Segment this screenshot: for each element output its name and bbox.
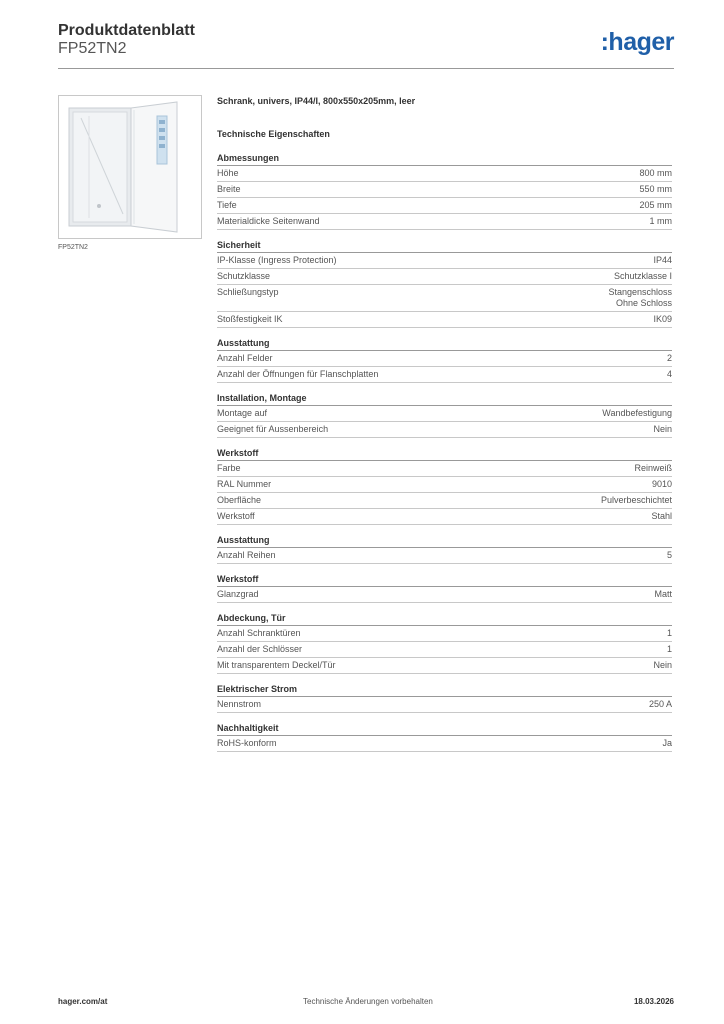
product-name: Schrank, univers, IP44/I, 800x550x205mm, leer (217, 96, 416, 106)
section-title: Sicherheit (217, 240, 672, 253)
property-value: 1 (666, 644, 672, 654)
property-row (217, 548, 672, 564)
product-code: FP52TN2 (58, 40, 127, 57)
product-image (58, 95, 202, 239)
property-row (217, 587, 672, 603)
section-title: Werkstoff (217, 448, 672, 461)
property-value: Wandbefestigung (602, 408, 672, 418)
property-value: 205 mm (639, 200, 672, 210)
property-value: Stahl (651, 511, 672, 521)
property-label: Farbe (217, 463, 241, 473)
property-label: Schließungstyp (217, 287, 279, 297)
property-row (217, 697, 672, 713)
property-section (217, 240, 672, 328)
property-section (217, 535, 672, 564)
property-row (217, 253, 672, 269)
property-label: Stoßfestigkeit IK (217, 314, 283, 324)
property-row (217, 642, 672, 658)
property-label: Höhe (217, 168, 239, 178)
property-row (217, 214, 672, 230)
property-label: Anzahl Reihen (217, 550, 276, 560)
property-value: 2 (666, 353, 672, 363)
property-label: RAL Nummer (217, 479, 272, 489)
property-label: IP-Klasse (Ingress Protection) (217, 255, 337, 265)
property-label: Oberfläche (217, 495, 262, 505)
section-title: Ausstattung (217, 535, 672, 548)
property-section (217, 574, 672, 603)
property-row (217, 461, 672, 477)
image-caption: FP52TN2 (58, 244, 88, 251)
technical-properties-title: Technische Eigenschaften (217, 129, 330, 139)
section-title: Elektrischer Strom (217, 684, 672, 697)
property-section (217, 448, 672, 525)
property-label: Anzahl der Schlösser (217, 644, 303, 654)
property-label: Materialdicke Seitenwand (217, 216, 320, 226)
property-row (217, 658, 672, 674)
property-label: Montage auf (217, 408, 268, 418)
section-title: Ausstattung (217, 338, 672, 351)
section-title: Nachhaltigkeit (217, 723, 672, 736)
property-row (217, 312, 672, 328)
property-value: 800 mm (639, 168, 672, 178)
property-label: Nennstrom (217, 699, 262, 709)
property-value: IK09 (653, 314, 672, 324)
property-value: Nein (653, 424, 672, 434)
property-section (217, 153, 672, 230)
property-value: 1 mm (649, 216, 672, 226)
section-title: Abmessungen (217, 153, 672, 166)
property-label: Anzahl Schranktüren (217, 628, 301, 638)
property-section (217, 338, 672, 383)
property-value: 550 mm (639, 184, 672, 194)
property-row (217, 182, 672, 198)
section-title: Installation, Montage (217, 393, 672, 406)
property-label: Mit transparentem Deckel/Tür (217, 660, 336, 670)
cabinet-image (59, 96, 201, 238)
property-value: 4 (666, 369, 672, 379)
section-title: Abdeckung, Tür (217, 613, 672, 626)
property-value: Schutzklasse I (613, 271, 672, 281)
property-label: Breite (217, 184, 241, 194)
property-label: Tiefe (217, 200, 237, 210)
page-header (58, 22, 674, 70)
footer-website: hager.com/at (58, 997, 108, 1006)
property-row (217, 477, 672, 493)
property-row (217, 406, 672, 422)
property-value: Matt (654, 589, 672, 599)
property-value: 5 (666, 550, 672, 560)
property-value: Nein (653, 660, 672, 670)
footer-date: 18.03.2026 (633, 997, 674, 1006)
property-label: Schutzklasse (217, 271, 271, 281)
product-details (217, 96, 672, 752)
property-label: Glanzgrad (217, 589, 259, 599)
property-label: Anzahl der Öffnungen für Flanschplatten (217, 369, 379, 379)
property-row (217, 493, 672, 509)
property-section (217, 393, 672, 438)
property-row (217, 351, 672, 367)
property-value: 1 (666, 628, 672, 638)
property-section (217, 684, 672, 713)
property-value: IP44 (653, 255, 672, 265)
property-value: Reinweiß (634, 463, 672, 473)
property-label: Werkstoff (217, 511, 255, 521)
property-value: Stangenschloss Ohne Schloss (608, 287, 672, 308)
property-row (217, 166, 672, 182)
property-section (217, 613, 672, 674)
property-value: 250 A (648, 699, 672, 709)
property-value: Ja (662, 738, 672, 748)
property-label: Geeignet für Aussenbereich (217, 424, 329, 434)
property-row (217, 269, 672, 285)
hager-logo: :hager (600, 28, 674, 56)
property-section (217, 723, 672, 752)
property-value: 9010 (651, 479, 672, 489)
property-value: Pulverbeschichtet (600, 495, 672, 505)
section-title: Werkstoff (217, 574, 672, 587)
property-row (217, 422, 672, 438)
footer-notice: Technische Änderungen vorbehalten (303, 997, 433, 1006)
document-title: Produktdatenblatt (58, 22, 195, 39)
property-row (217, 509, 672, 525)
property-row (217, 285, 672, 312)
property-label: Anzahl Felder (217, 353, 273, 363)
property-row (217, 198, 672, 214)
property-row (217, 736, 672, 752)
property-label: RoHS-konform (217, 738, 277, 748)
property-row (217, 367, 672, 383)
property-sections (217, 153, 672, 752)
property-row (217, 626, 672, 642)
header-divider (58, 68, 674, 69)
